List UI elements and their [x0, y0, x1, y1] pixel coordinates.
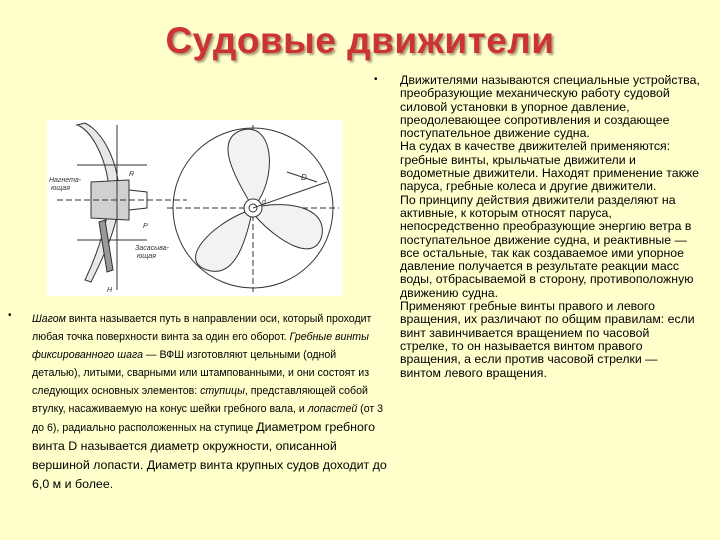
right-paragraph-4: Применяют гребные винты правого и левого вращения, их различают по общим правилам: если винт завинчивается вращением по часовой стрелке, то он называется винтом правого вращения, а если против часовой стрелки — винтом левого вращения. [400, 299, 695, 380]
text-diameter: Диаметром гребного винта D называется диаметр окружности, описанной вершиной лопасти. Диаметр винта крупных судов доходит до 6,0 м и более. [32, 420, 387, 491]
propeller-drawing [47, 120, 343, 296]
label-nagnet2: ющая [51, 185, 70, 192]
text-stupica: , представляющей собой втулку, насаживаемую на конус шейки гребного вала, и [32, 385, 368, 415]
label-Hs: H [107, 287, 113, 294]
label-D: D [301, 173, 307, 182]
term-shag: Шагом [32, 313, 66, 325]
slide-title: Судовые движители [165, 20, 555, 61]
term-lopasti: лопастей [307, 403, 358, 415]
label-vsas2: ющая [137, 253, 156, 260]
right-paragraph-2: На судах в качестве движителей применяются: гребные винты, крыльчатые движители и водометные движители. Находят применение также паруса, гребные колеса и другие движители. [400, 139, 700, 194]
right-paragraph-3: По принципу действия движители разделяют на активные, к которым относят паруса, непосредственно преобразующие энергию ветра в поступательное движение судна, и реактивные — все остальные, так как создаваемое ими упорное давление получается в результате реакции масс воды, отбрасываемой в сторону, противоположную движению судна. [400, 192, 694, 300]
term-stupica: ступицы [200, 385, 245, 397]
term-vfsh: Гребные винты фиксированного шага [32, 331, 369, 361]
text-lopasti: (от 3 до 6), радиально расположенных на ступице [32, 403, 384, 434]
text-shag: винта называется путь в направлении оси, который проходит любая точка поверхности винта за один его оборот. [32, 313, 372, 343]
label-d: d [262, 199, 266, 206]
right-description [400, 74, 700, 380]
right-paragraph-1: Движителями называются специальные устройства, преобразующие механическую работу судовой силовой установки в упорное давление, преодолевающее сопротивления и создающее поступательное движение судна. [400, 73, 700, 141]
bullet-left: • [8, 310, 12, 321]
label-nagnet: Нагнета- [49, 177, 82, 184]
label-P: P [143, 223, 148, 230]
label-vsas: Засасыва- [135, 245, 169, 252]
text-vfsh: — ВФШ изготовляют цельными (одной деталью), литыми, сварными или штампованными, и они состоят из следующих основных элементов: [32, 349, 370, 397]
bullet-right: • [374, 74, 378, 85]
label-R: R [129, 171, 135, 178]
left-description [32, 310, 387, 494]
